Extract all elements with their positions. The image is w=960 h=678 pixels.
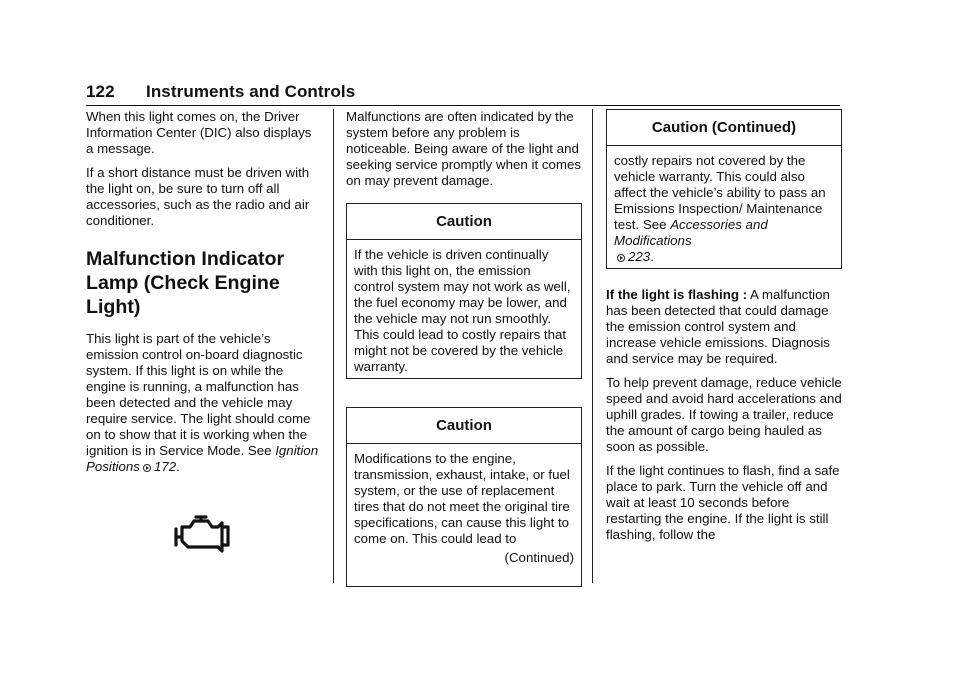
page-number: 122 bbox=[86, 82, 115, 101]
caution-box-1 bbox=[346, 203, 582, 379]
caution-box-continued bbox=[606, 109, 842, 269]
column-divider bbox=[592, 109, 593, 583]
ignition-positions-page[interactable]: 172 bbox=[153, 459, 177, 474]
caution-body-text: costly repairs not covered by the vehicle warranty. This could also affect the vehicle’s ability to pass an Emissions Inspection/ Maintenance test. See bbox=[614, 153, 826, 232]
ignition-positions-link[interactable]: Ignition Positions bbox=[86, 443, 319, 474]
check-engine-icon-container bbox=[86, 511, 322, 565]
malfunction-description-paragraph bbox=[86, 331, 322, 475]
page-reference-icon bbox=[143, 464, 151, 472]
flashing-light-lead: If the light is flashing : bbox=[606, 287, 748, 302]
dic-message-paragraph: When this light comes on, the Driver Information Center (DIC) also displays a message. bbox=[86, 109, 312, 156]
period: . bbox=[650, 249, 654, 264]
column-2 bbox=[346, 109, 582, 587]
malfunction-indicator-heading: Malfunction Indicator Lamp (Check Engine Light) bbox=[86, 248, 285, 318]
period: . bbox=[176, 459, 180, 474]
continues-flashing-paragraph: If the light continues to flash, find a safe place to park. Turn the vehicle off and wait at least 10 seconds before restarting the engine. If the light is still flashing, follow the bbox=[606, 463, 840, 542]
caution-body: If the vehicle is driven continually with this light on, the emission control system may not work as well, the fuel economy may be lower, and the vehicle may not run smoothly. This could lead to costly repairs that might not be covered by the vehicle warranty. bbox=[354, 247, 571, 374]
check-engine-icon bbox=[170, 511, 234, 559]
short-distance-paragraph: If a short distance must be driven with the light on, be sure to turn off all accessories, such as the radio and air conditioner. bbox=[86, 165, 310, 228]
column-3 bbox=[606, 109, 842, 543]
continued-label: (Continued) bbox=[504, 550, 574, 565]
column-divider bbox=[333, 109, 334, 583]
caution-title-continued: Caution (Continued) bbox=[607, 110, 841, 146]
malfunction-description-text: This light is part of the vehicle’s emission control on-board diagnostic system. If this light is on while the engine is running, a malfunction has been detected and the vehicle may require service. The light should come on to show that it is working when the ignition is in Service Mode. See bbox=[86, 331, 311, 458]
flashing-light-paragraph bbox=[606, 287, 842, 367]
section-title: Instruments and Controls bbox=[146, 82, 356, 101]
column-1 bbox=[86, 109, 322, 565]
caution-title: Caution bbox=[347, 204, 581, 240]
malfunction-intro-paragraph: Malfunctions are often indicated by the system before any problem is noticeable. Being aware of the light and seeking service promptly when it comes on may prevent damage. bbox=[346, 109, 582, 188]
caution-box-2 bbox=[346, 407, 582, 587]
caution-body bbox=[607, 146, 841, 275]
caution-title: Caution bbox=[347, 408, 581, 444]
prevent-damage-paragraph: To help prevent damage, reduce vehicle speed and avoid hard accelerations and uphill grades. If towing a trailer, reduce the amount of cargo being hauled as soon as possible. bbox=[606, 375, 842, 454]
flashing-light-text: A malfunction has been detected that could damage the emission control system and increase vehicle emissions. Diagnosis and service may be required. bbox=[606, 287, 830, 366]
caution-body bbox=[347, 444, 581, 576]
page-header bbox=[86, 82, 840, 106]
caution-body-text: Modifications to the engine, transmission, exhaust, intake, or fuel system, or the use of replacement tires that do not meet the original tire specifications, can cause this light to come on. This could lead to bbox=[354, 451, 570, 546]
accessories-modifications-page[interactable]: 223 bbox=[628, 249, 651, 264]
page-reference-icon bbox=[617, 254, 625, 262]
accessories-modifications-link[interactable]: Accessories and Modifications bbox=[614, 217, 768, 248]
